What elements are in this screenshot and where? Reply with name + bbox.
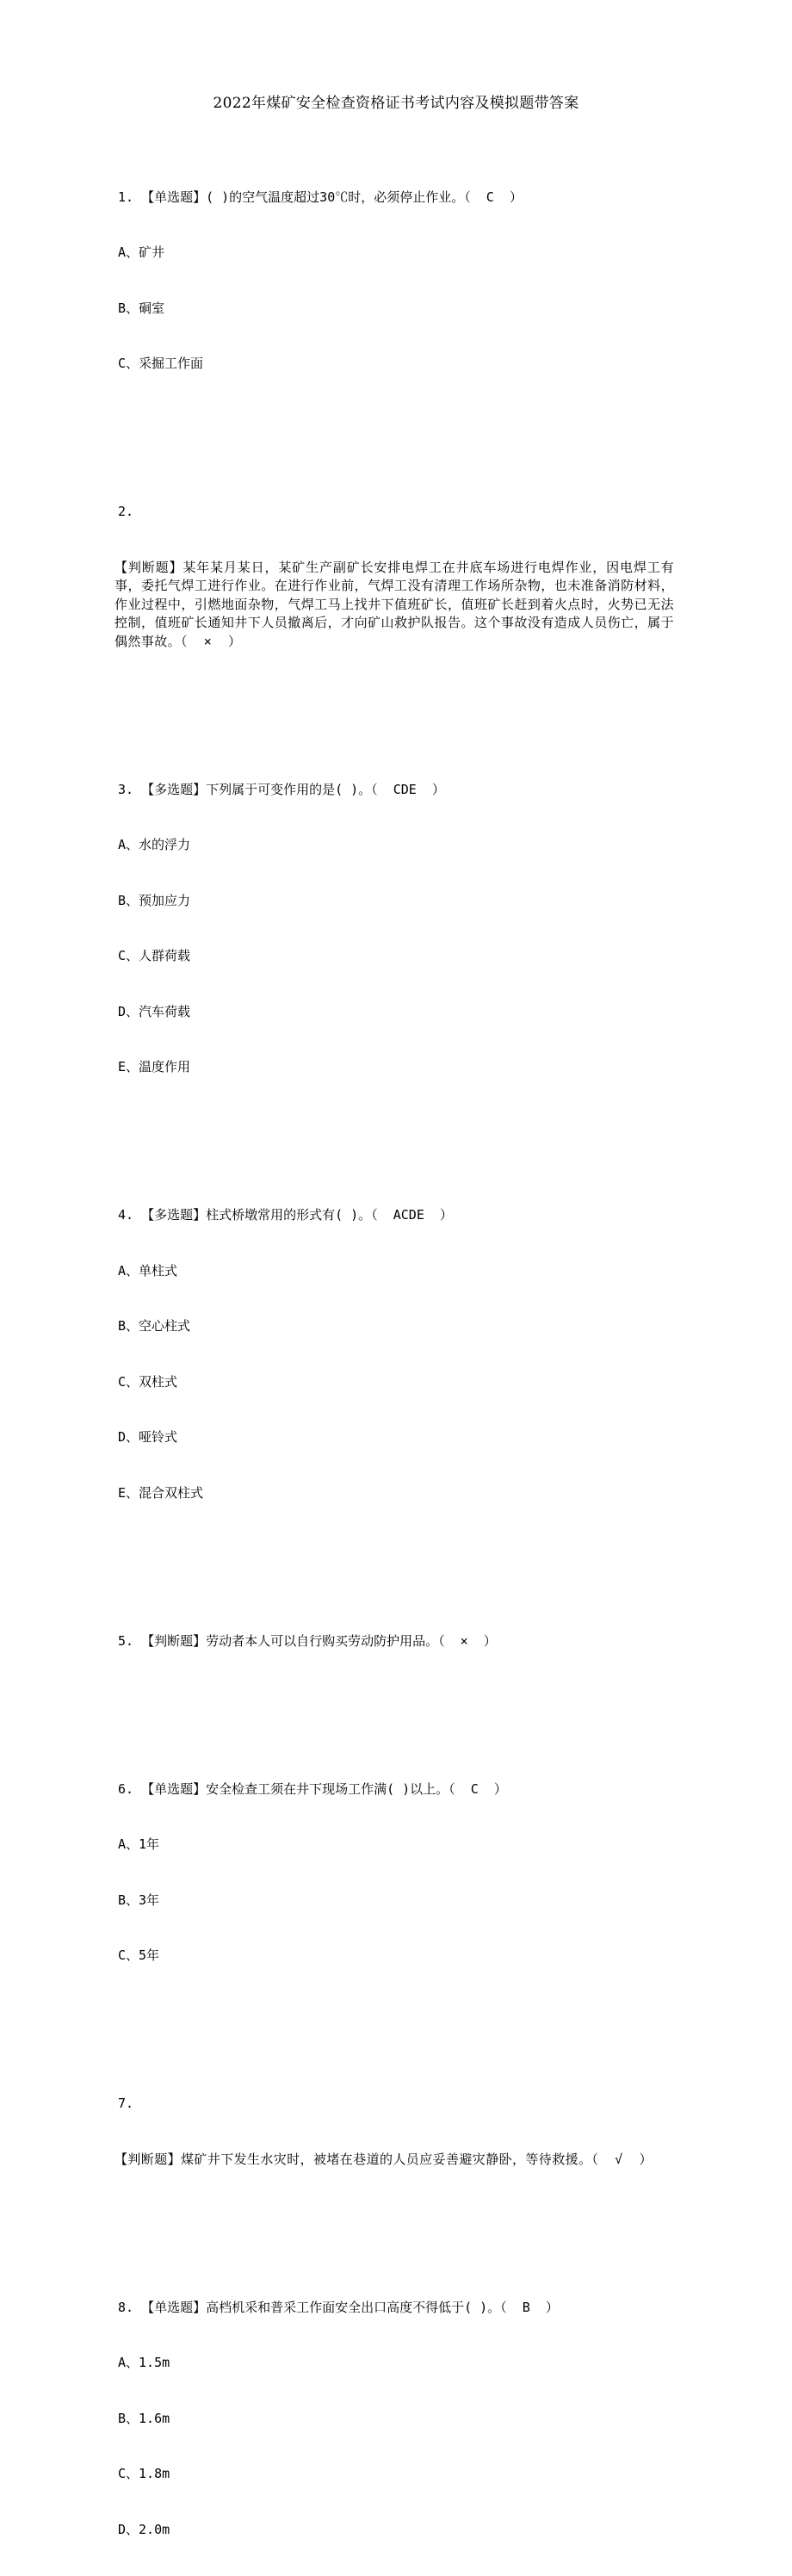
document-title: 2022年煤矿安全检查资格证书考试内容及模拟题带答案 (213, 95, 579, 112)
question-1-option-a: A、矿井 (118, 245, 165, 260)
question-8-option-d: D、2.0m (118, 2521, 170, 2537)
question-7-number: 7. (118, 2096, 134, 2111)
question-6-option-c: C、5年 (118, 1947, 160, 1963)
question-3-option-a: A、水的浮力 (118, 837, 191, 852)
question-8-option-c: C、1.8m (118, 2466, 170, 2481)
question-4-stem: 4. 【多选题】柱式桥墩常用的形式有( )。（ ACDE ） (118, 1207, 453, 1223)
question-3-option-b: B、预加应力 (118, 892, 191, 908)
question-7-stem: 【判断题】煤矿井下发生水灾时，被堵在巷道的人员应妥善避灾静卧，等待救援。（ √ ） (114, 2151, 653, 2167)
question-3-option-c: C、人群荷载 (118, 948, 191, 963)
question-4-option-c: C、双柱式 (118, 1373, 178, 1390)
question-3-option-d: D、汽车荷载 (118, 1003, 191, 1019)
question-3-option-e: E、温度作用 (118, 1059, 191, 1074)
question-8-stem: 8. 【单选题】高档机采和普采工作面安全出口高度不得低于( )。（ B ） (118, 2299, 559, 2315)
question-4-option-e: E、混合双柱式 (118, 1484, 204, 1501)
question-4-option-a: A、单柱式 (118, 1262, 178, 1279)
question-6-option-b: B、3年 (118, 1892, 160, 1908)
question-list (114, 133, 678, 2576)
question-2-number: 2. (118, 504, 134, 519)
question-6-stem: 6. 【单选题】安全检查工须在井下现场工作满( )以上。（ C ） (118, 1780, 507, 1797)
question-3-stem: 3. 【多选题】下列属于可变作用的是( )。（ CDE ） (118, 781, 445, 797)
question-5-stem: 5. 【判断题】劳动者本人可以自行购买劳动防护用品。（ × ） (118, 1632, 497, 1649)
question-8-option-b: B、1.6m (118, 2410, 170, 2426)
question-6-option-a: A、1年 (118, 1836, 160, 1852)
question-1-stem: 1. 【单选题】( )的空气温度超过30℃时，必须停止作业。（ C ） (118, 189, 523, 205)
question-2-stem: 【判断题】某年某月某日，某矿生产副矿长安排电焊工在井底车场进行电焊作业，因电焊工有事，委托气焊工进行作业。在进行作业前，气焊工没有清理工作场所杂物，也未准备消防材料，作业过程中，引燃地面杂物，气焊工马上找井下值班矿长，值班矿长赶到着火点时，火势已无法控制，值班矿长通知井下人员撤离后，才向矿山救护队报告。这个事故没有造成人员伤亡，属于偶然事故。（ × ） (114, 559, 674, 649)
question-4-option-d: D、哑铃式 (118, 1429, 178, 1445)
question-1-option-c: C、采掘工作面 (118, 356, 204, 371)
question-8-option-a: A、1.5m (118, 2355, 170, 2370)
question-4-option-b: B、空心柱式 (118, 1318, 191, 1334)
question-1-option-b: B、硐室 (118, 300, 165, 316)
